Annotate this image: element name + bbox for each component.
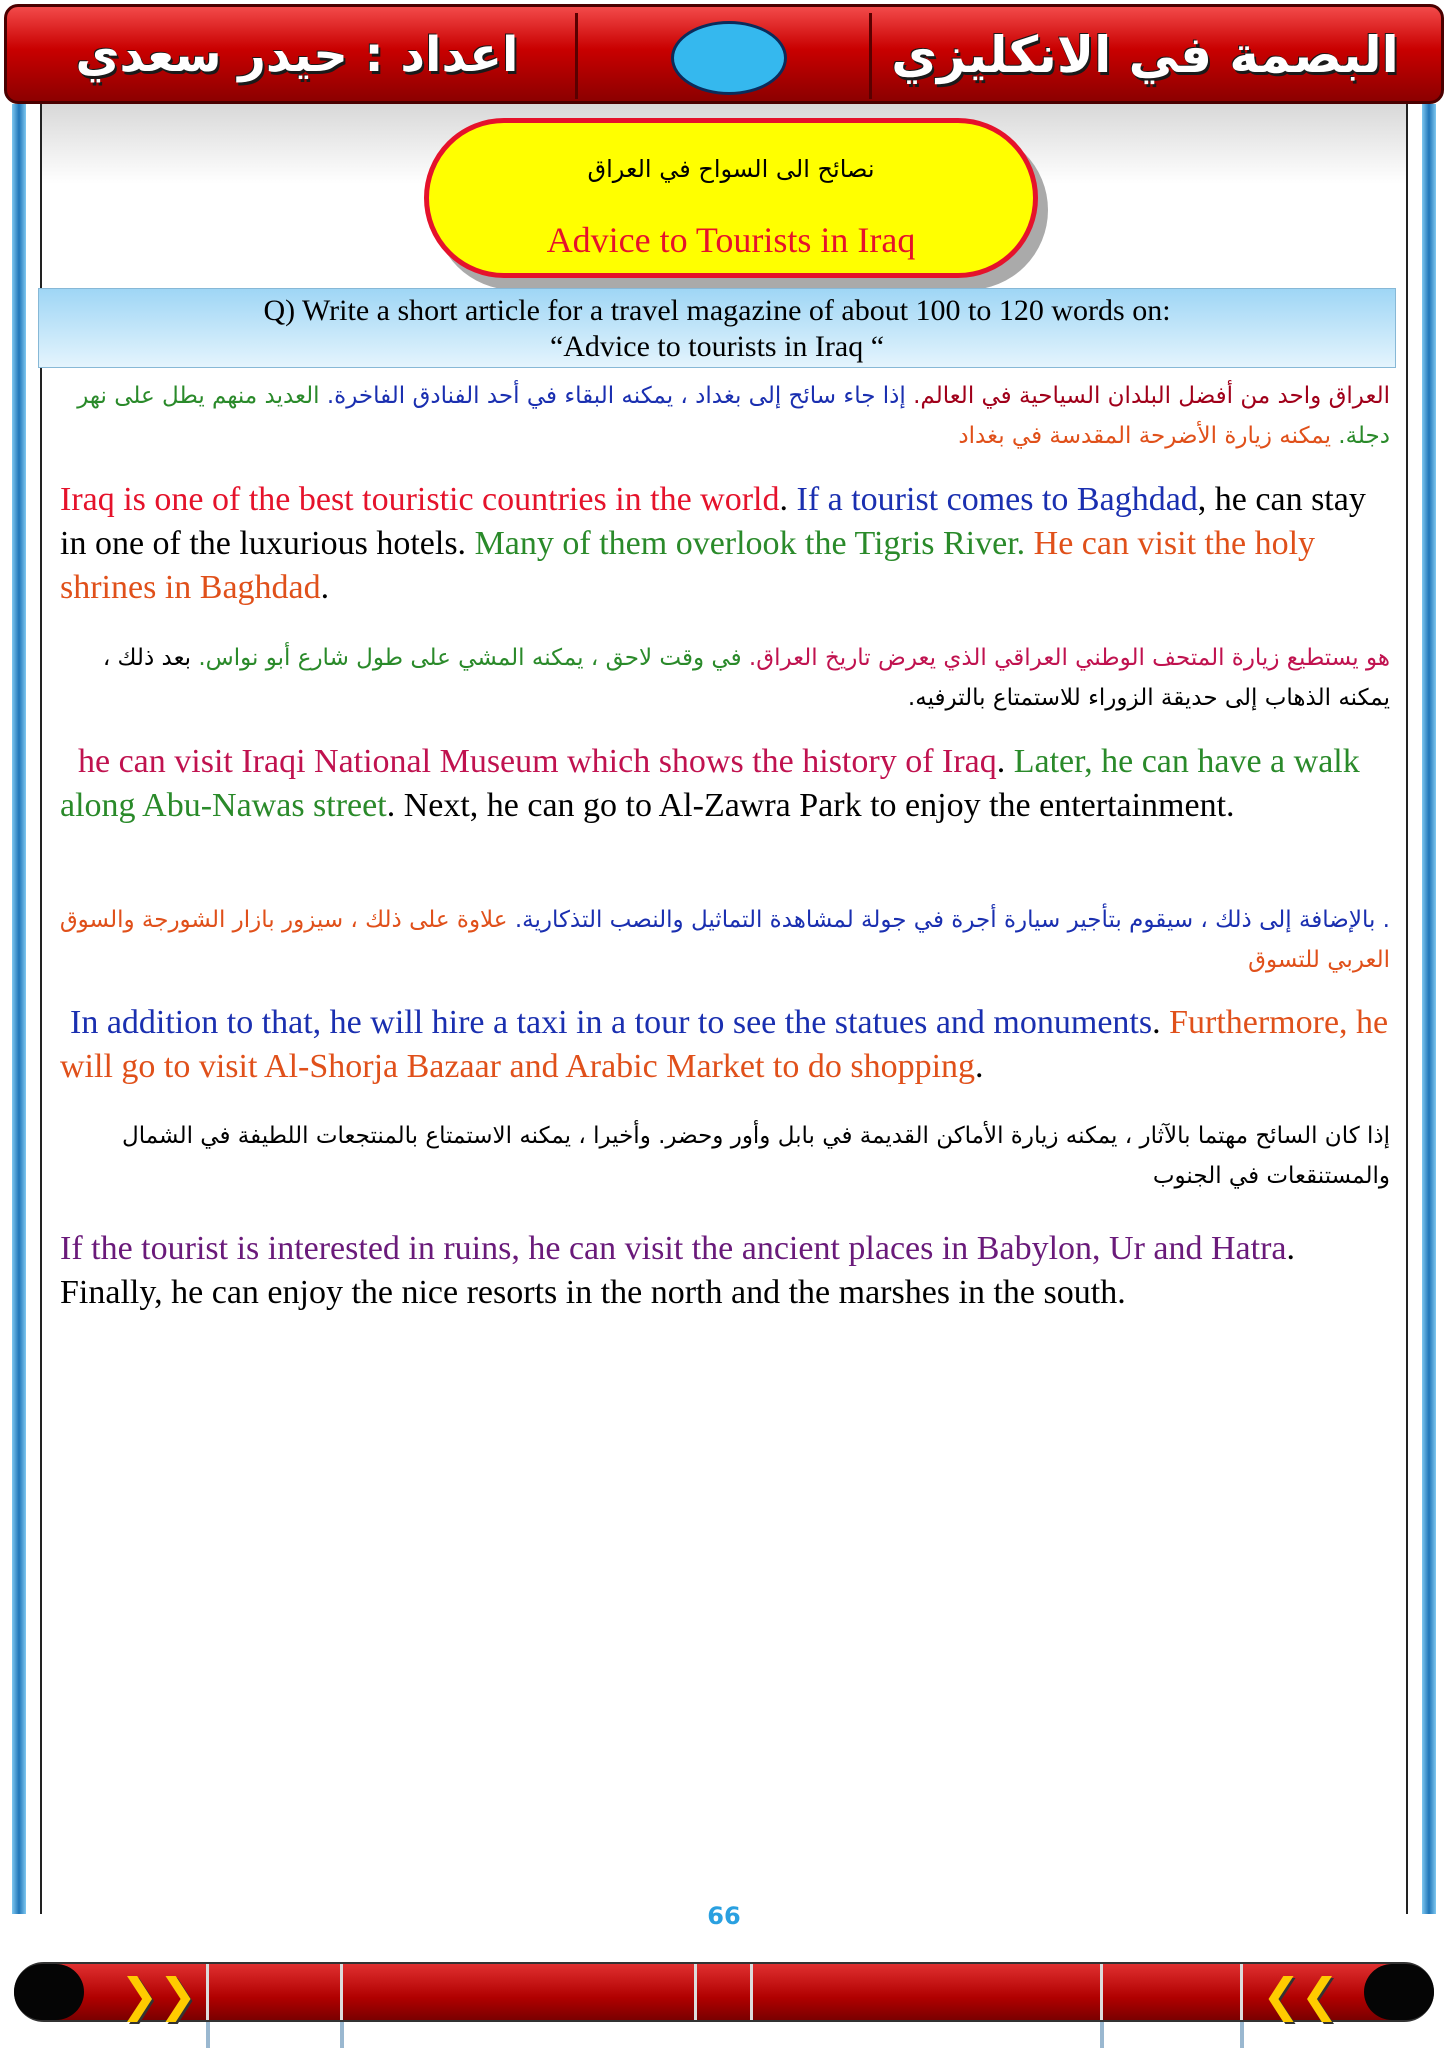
footer-cap-right xyxy=(1364,1964,1434,2020)
footer-leg xyxy=(340,2022,344,2048)
english-paragraph-2 xyxy=(60,740,1390,828)
english-sentence: Iraq is one of the best touristic countries in the world xyxy=(60,481,780,518)
english-sentence: Many of them overlook the Tigris River. xyxy=(474,525,1034,562)
footer-divider xyxy=(694,1964,697,2020)
page-footer xyxy=(14,1962,1434,2022)
english-sentence: Finally, he can enjoy the nice resorts in the north and the marshes in the south. xyxy=(60,1274,1126,1311)
chevron-right-icon: ❯❯ xyxy=(120,1968,198,2022)
question-topic: “Advice to tourists in Iraq “ xyxy=(549,330,885,363)
arabic-sentence: يمكنه زيارة الأضرحة المقدسة في بغداد xyxy=(958,423,1339,449)
title-arabic: نصائح الى السواح في العراق xyxy=(587,155,875,183)
punctuation: . xyxy=(996,743,1014,780)
footer-cap-left xyxy=(14,1964,84,2020)
arabic-sentence: . بالإضافة إلى ذلك ، سيقوم بتأجير سيارة أجرة في جولة لمشاهدة التماثيل والنصب التذكارية. xyxy=(514,907,1390,933)
title-english: Advice to Tourists in Iraq xyxy=(546,220,916,260)
arabic-sentence: في وقت لاحق ، يمكنه المشي على طول شارع أبو نواس. xyxy=(198,645,749,671)
punctuation: . xyxy=(779,481,797,518)
english-sentence: , he can stay in one of the luxurious hotels. xyxy=(60,481,1366,562)
english-paragraph-4 xyxy=(60,1227,1400,1315)
book-title: البصمة في الانكليزي xyxy=(891,26,1399,84)
arabic-paragraph-3 xyxy=(50,900,1390,980)
punctuation: . xyxy=(386,787,404,824)
english-paragraph-3 xyxy=(60,1001,1400,1089)
question-line: Q) Write a short article for a travel magazine of about 100 to 120 words on: xyxy=(263,294,1171,327)
chevron-left-icon: ❮❮ xyxy=(1262,1968,1340,2022)
english-sentence: he can visit Iraqi National Museum which shows the history of Iraq xyxy=(78,743,997,780)
header-divider xyxy=(869,13,872,99)
arabic-sentence: علاوة على ذلك ، سيزور بازار الشورجة والسوق العربي للتسوق xyxy=(59,907,1390,973)
footer-divider xyxy=(1240,1964,1243,2020)
arabic-sentence: العراق واحد من أفضل البلدان السياحية في العالم. xyxy=(913,383,1390,409)
question-box xyxy=(38,288,1396,368)
title-banner xyxy=(424,118,1038,278)
footer-divider xyxy=(340,1964,343,2020)
arabic-sentence: هو يستطيع زيارة المتحف الوطني العراقي الذي يعرض تاريخ العراق. xyxy=(748,645,1390,671)
arabic-sentence: إذا جاء سائح إلى بغداد ، يمكنه البقاء في أحد الفنادق الفاخرة. xyxy=(326,383,914,409)
arabic-paragraph-2 xyxy=(50,638,1390,718)
punctuation: . xyxy=(975,1048,984,1085)
arabic-paragraph-1 xyxy=(50,376,1390,456)
punctuation: . xyxy=(1152,1004,1170,1041)
punctuation: . xyxy=(1286,1230,1295,1267)
arabic-sentence: إذا كان السائح مهتما بالآثار ، يمكنه زيارة الأماكن القديمة في بابل وأور وحضر. xyxy=(658,1123,1390,1149)
page-number: 66 xyxy=(707,1902,741,1930)
english-sentence: Later, he can have a walk along Abu-Nawas street xyxy=(60,743,1360,824)
arabic-sentence: وأخيرا ، يمكنه الاستمتاع بالمنتجعات اللطيفة في الشمال والمستنقعات في الجنوب xyxy=(122,1123,1390,1189)
arabic-sentence: العديد منهم يطل على نهر دجلة. xyxy=(77,383,1390,449)
footer-divider xyxy=(1100,1964,1103,2020)
arabic-sentence: بعد ذلك ، يمكنه الذهاب إلى حديقة الزوراء للاستمتاع بالترفيه. xyxy=(102,645,1390,711)
left-border-bar xyxy=(12,104,26,1914)
author-title: اعداد : حيدر سعدي xyxy=(75,27,519,83)
footer-divider xyxy=(206,1964,209,2020)
english-sentence: In addition to that, he will hire a taxi in a tour to see the statues and monuments xyxy=(70,1004,1153,1041)
arabic-paragraph-4 xyxy=(50,1116,1390,1196)
footer-leg xyxy=(1240,2022,1244,2048)
english-sentence: If a tourist comes to Baghdad xyxy=(796,481,1198,518)
english-paragraph-1 xyxy=(60,478,1390,610)
footer-leg xyxy=(1100,2022,1104,2048)
footer-divider xyxy=(750,1964,753,2020)
header-divider xyxy=(575,13,578,99)
footer-leg xyxy=(206,2022,210,2048)
english-sentence: Furthermore, he will go to visit Al-Shorja Bazaar and Arabic Market to do shopping xyxy=(60,1004,1389,1085)
header-emblem xyxy=(671,21,787,95)
page-header xyxy=(4,4,1444,104)
punctuation: . xyxy=(320,569,330,606)
english-sentence: He can visit the holy shrines in Baghdad xyxy=(60,525,1316,606)
right-border-bar xyxy=(1422,104,1436,1914)
english-sentence: Next, he can go to Al-Zawra Park to enjoy the entertainment. xyxy=(403,787,1235,824)
english-sentence: If the tourist is interested in ruins, he can visit the ancient places in Babylon, Ur and Hatra xyxy=(60,1230,1287,1267)
